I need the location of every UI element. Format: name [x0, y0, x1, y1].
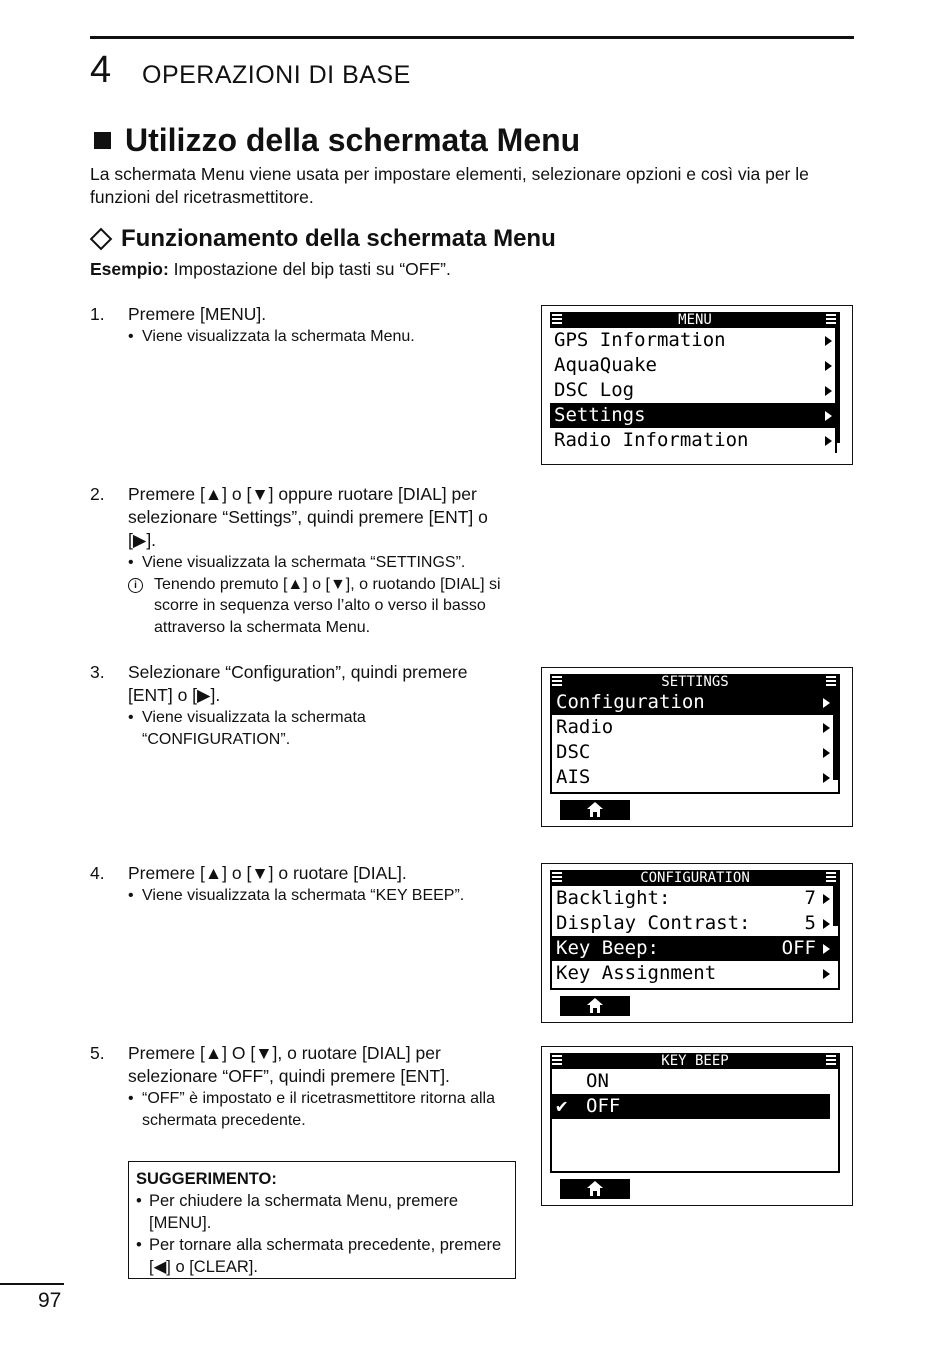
- settings-row[interactable]: [552, 715, 838, 740]
- arrow-right-icon: [825, 386, 832, 396]
- step-2: [90, 483, 515, 638]
- diamond-icon: [90, 228, 113, 251]
- arrow-right-icon: [825, 361, 832, 371]
- row-value: 5: [804, 912, 816, 934]
- step-bullet: • “OFF” è impostato e il ricetrasmettitore ritorna alla schermata precedente.: [128, 1090, 495, 1129]
- home-icon: [587, 1181, 603, 1188]
- settings-row[interactable]: [552, 765, 838, 790]
- step-text: Premere [▲] O [▼], o ruotare [DIAL] per selezionare “OFF”, quindi premere [ENT].: [128, 1043, 450, 1086]
- lcd-menu-screen: [541, 305, 853, 465]
- hamburger-icon: [552, 676, 562, 688]
- arrow-right-icon: [825, 336, 832, 346]
- config-row-selected[interactable]: [552, 936, 838, 961]
- arrow-right-icon: [825, 436, 832, 446]
- row-label: Configuration: [556, 691, 705, 713]
- config-row[interactable]: [552, 961, 838, 986]
- step-text: Premere [MENU].: [128, 304, 267, 324]
- scrollbar-thumb[interactable]: [833, 886, 838, 926]
- row-label: Backlight:: [556, 887, 671, 909]
- scrollbar-thumb[interactable]: [833, 690, 838, 780]
- lcd-keybeep-screen: [541, 1046, 853, 1206]
- hamburger-icon: [552, 1055, 562, 1067]
- step-number: 5.: [90, 1043, 105, 1063]
- checkmark-icon: ✔: [556, 1095, 568, 1117]
- step-number: 3.: [90, 662, 105, 682]
- tip-item: • Per tornare alla schermata precedente, premere [◀] o [CLEAR].: [136, 1236, 502, 1276]
- menu-row[interactable]: [550, 353, 840, 378]
- row-label: Display Contrast:: [556, 912, 751, 934]
- step-4: [90, 862, 515, 907]
- arrow-right-icon: [823, 894, 830, 904]
- chapter-title: OPERAZIONI DI BASE: [142, 61, 411, 89]
- lcd-list: [550, 690, 840, 794]
- home-button[interactable]: [560, 1179, 630, 1199]
- tip-item: • Per chiudere la schermata Menu, premere [MENU].: [136, 1192, 459, 1232]
- row-label: DSC: [556, 741, 591, 763]
- lcd-list: [550, 886, 840, 990]
- config-row[interactable]: [552, 886, 838, 911]
- chapter-number: 4: [90, 49, 112, 91]
- step-bullet: • Viene visualizzata la schermata “SETTINGS”.: [128, 554, 466, 571]
- section-title: Utilizzo della schermata Menu: [125, 122, 581, 158]
- step-3: [90, 661, 515, 750]
- bullet-text: Viene visualizzata la schermata “CONFIGURATION”.: [142, 709, 366, 748]
- note-text: Tenendo premuto [▲] o [▼], o ruotando [DIAL] si scorre in sequenza verso l’alto o verso il basso attraverso la schermata Menu.: [154, 575, 501, 636]
- hamburger-icon: [826, 1055, 836, 1067]
- menu-row[interactable]: [550, 328, 840, 353]
- arrow-right-icon: [823, 748, 830, 758]
- option-row[interactable]: [552, 1069, 838, 1094]
- bullet-text: Viene visualizzata la schermata “SETTINGS”.: [142, 554, 466, 571]
- lcd-title-bar: [550, 674, 840, 690]
- row-label: GPS Information: [554, 329, 726, 351]
- menu-row-selected[interactable]: [550, 403, 840, 428]
- lcd-title: MENU: [678, 312, 712, 328]
- lcd-title-bar: [550, 312, 840, 328]
- step-5: [90, 1042, 515, 1131]
- bullet-text: Viene visualizzata la schermata “KEY BEEP”.: [142, 887, 465, 904]
- arrow-right-icon: [823, 723, 830, 733]
- hamburger-icon: [826, 676, 836, 688]
- lcd-list: [550, 1069, 840, 1173]
- row-label: Radio Information: [554, 429, 749, 451]
- row-label: DSC Log: [554, 379, 635, 401]
- arrow-right-icon: [823, 969, 830, 979]
- hamburger-icon: [552, 872, 562, 884]
- tip-text: Per chiudere la schermata Menu, premere [MENU].: [149, 1192, 459, 1232]
- arrow-right-icon: [823, 698, 830, 708]
- example-label: Esempio:: [90, 259, 169, 279]
- row-label: Key Assignment: [556, 962, 717, 984]
- lcd-settings-screen: [541, 667, 853, 827]
- step-number: 4.: [90, 863, 105, 883]
- arrow-right-icon: [823, 773, 830, 783]
- step-text: Premere [▲] o [▼] o ruotare [DIAL].: [128, 863, 407, 883]
- arrow-right-icon: [823, 919, 830, 929]
- step-number: 1.: [90, 304, 105, 324]
- bullet-text: Viene visualizzata la schermata Menu.: [142, 328, 415, 345]
- tip-box: [128, 1161, 516, 1279]
- lcd-list: [550, 328, 840, 453]
- arrow-right-icon: [823, 944, 830, 954]
- hamburger-icon: [552, 314, 562, 326]
- lcd-title: SETTINGS: [661, 674, 729, 690]
- top-rule: [90, 36, 854, 39]
- section-intro: La schermata Menu viene usata per impostare elementi, selezionare opzioni e così via per le funzioni del ricetrasmettitore.: [90, 164, 809, 207]
- lcd-title-bar: [550, 1053, 840, 1069]
- row-label: OFF: [586, 1095, 621, 1117]
- lcd-title-bar: [550, 870, 840, 886]
- home-icon: [587, 998, 603, 1005]
- config-row[interactable]: [552, 911, 838, 936]
- row-label: Key Beep:: [556, 937, 659, 959]
- step-bullet: • Viene visualizzata la schermata “CONFIGURATION”.: [128, 709, 366, 748]
- row-label: Radio: [556, 716, 614, 738]
- home-button[interactable]: [560, 800, 630, 820]
- row-label: Settings: [554, 404, 646, 426]
- page-number: 97: [38, 1289, 62, 1312]
- row-label: AquaQuake: [554, 354, 657, 376]
- example-line: [90, 258, 451, 280]
- step-bullet: • Viene visualizzata la schermata Menu.: [128, 328, 415, 345]
- info-icon: i: [128, 578, 143, 593]
- settings-row-selected[interactable]: [552, 690, 838, 715]
- home-icon: [587, 802, 603, 809]
- tip-text: Per tornare alla schermata precedente, premere [◀] o [CLEAR].: [149, 1236, 502, 1276]
- section-heading: [90, 120, 580, 160]
- row-value: OFF: [781, 937, 816, 959]
- subsection-title: Funzionamento della schermata Menu: [121, 225, 556, 252]
- page-number-rule: [0, 1283, 64, 1285]
- hamburger-icon: [826, 872, 836, 884]
- lcd-configuration-screen: [541, 863, 853, 1023]
- step-text: Premere [▲] o [▼] oppure ruotare [DIAL] per selezionare “Settings”, quindi premere [ENT] o [▶].: [128, 484, 488, 550]
- square-bullet-icon: [94, 132, 111, 149]
- arrow-right-icon: [825, 411, 832, 421]
- lcd-title: KEY BEEP: [661, 1053, 729, 1069]
- menu-row[interactable]: [550, 378, 840, 403]
- option-row-selected[interactable]: [552, 1094, 830, 1119]
- step-bullet: • Viene visualizzata la schermata “KEY BEEP”.: [128, 887, 465, 904]
- row-value: 7: [804, 887, 816, 909]
- bullet-text: “OFF” è impostato e il ricetrasmettitore ritorna alla schermata precedente.: [142, 1090, 495, 1129]
- tip-heading: SUGGERIMENTO:: [136, 1170, 277, 1188]
- step-note: [128, 574, 515, 639]
- step-number: 2.: [90, 484, 105, 504]
- subsection-heading: [90, 224, 556, 254]
- lcd-title: CONFIGURATION: [640, 870, 750, 886]
- home-button[interactable]: [560, 996, 630, 1016]
- scrollbar-thumb[interactable]: [835, 328, 840, 443]
- hamburger-icon: [826, 314, 836, 326]
- step-1: [90, 303, 515, 348]
- row-label: AIS: [556, 766, 591, 788]
- settings-row[interactable]: [552, 740, 838, 765]
- menu-row[interactable]: [550, 428, 840, 453]
- step-text: Selezionare “Configuration”, quindi premere [ENT] o [▶].: [128, 662, 468, 705]
- example-text: Impostazione del bip tasti su “OFF”.: [168, 259, 451, 279]
- row-label: ON: [586, 1070, 609, 1092]
